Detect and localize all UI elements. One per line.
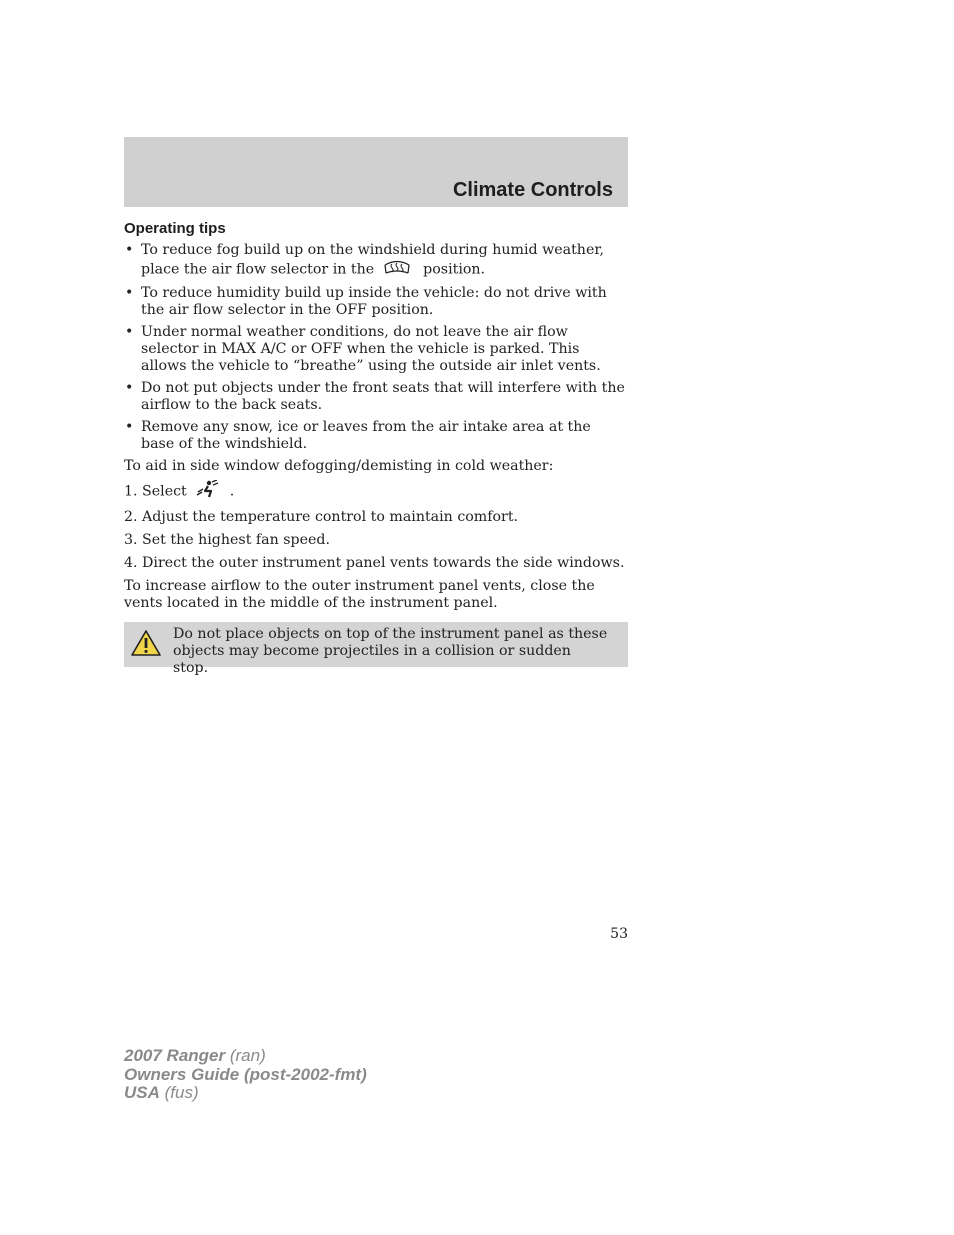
closing-paragraph: To increase airflow to the outer instrument panel vents, close the vents located in the middle of the instrument panel.	[124, 578, 595, 611]
tip-text: To reduce fog build up on the windshield during humid weather, place the air flow selector in the	[141, 242, 605, 278]
list-item	[124, 324, 628, 375]
page-number: 53	[610, 926, 628, 942]
tip-text: position.	[423, 261, 486, 278]
bullet-marker: •	[125, 324, 134, 340]
defrost-icon	[383, 259, 411, 280]
footer-model-code: (ran)	[229, 1046, 266, 1065]
chapter-header-bar	[124, 137, 628, 207]
step-text: 4. Direct the outer instrument panel vents towards the side windows.	[124, 555, 625, 571]
tip-text: Do not put objects under the front seats that will interfere with the airflow to the back seats.	[141, 380, 625, 413]
warning-box	[124, 622, 628, 676]
bullet-marker: •	[125, 380, 134, 396]
list-item	[124, 242, 628, 280]
warning-text: Do not place objects on top of the instrument panel as these objects may become projectiles in a collision or sudden stop.	[173, 626, 608, 676]
list-item	[124, 419, 628, 453]
list-item	[124, 380, 628, 414]
footer-market-code: (fus)	[164, 1083, 199, 1102]
section-heading: Operating tips	[124, 220, 226, 237]
page-content	[124, 220, 628, 676]
footer-market: USA	[124, 1083, 160, 1102]
footer-line	[124, 1047, 367, 1066]
footer-guide: Owners Guide (post-2002-fmt)	[124, 1064, 367, 1084]
bullet-marker: •	[125, 242, 134, 258]
step-text: 3. Set the highest fan speed.	[124, 532, 331, 548]
footer-line	[124, 1066, 367, 1085]
step-text: 1. Select	[124, 483, 187, 500]
tips-list	[124, 242, 628, 453]
step-item	[124, 532, 628, 549]
step-text: 2. Adjust the temperature control to maintain comfort.	[124, 509, 519, 525]
bullet-marker: •	[125, 419, 134, 435]
defog-intro: To aid in side window defogging/demisting in cold weather:	[124, 458, 554, 474]
document-footer	[124, 1047, 367, 1103]
tip-text: Remove any snow, ice or leaves from the air intake area at the base of the windshield.	[141, 419, 591, 452]
warning-triangle-icon	[130, 629, 162, 662]
bullet-marker: •	[125, 285, 134, 301]
tip-text: Under normal weather conditions, do not leave the air flow selector in MAX A/C or OFF when the vehicle is parked. This allows the vehicle to “breathe” using the outside air inlet vents.	[141, 324, 601, 374]
list-item	[124, 285, 628, 319]
footer-line	[124, 1084, 367, 1103]
step-item	[124, 555, 628, 572]
tip-text: To reduce humidity build up inside the vehicle: do not drive with the air flow selector in the OFF position.	[141, 285, 607, 318]
step-text: .	[229, 483, 235, 500]
chapter-title: Climate Controls	[452, 179, 613, 201]
step-item	[124, 509, 628, 526]
footer-model: 2007 Ranger	[124, 1046, 226, 1065]
floor-defrost-icon	[195, 480, 219, 503]
step-item	[124, 480, 628, 503]
